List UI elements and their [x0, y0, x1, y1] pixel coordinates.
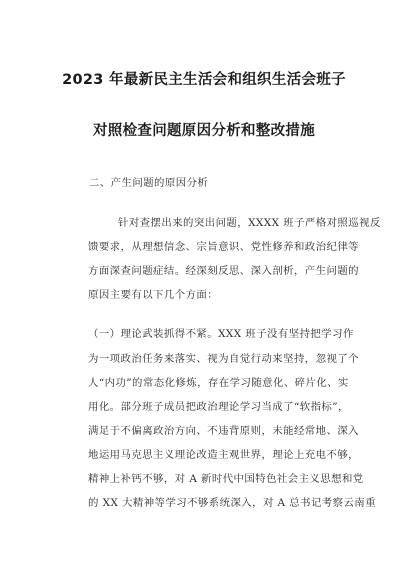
paragraph-2-line-2: 为一项政治任务来落实、视为自觉行动来坚持，忽视了个 [88, 353, 360, 365]
paragraph-2-line-8: 的 XX 大精神等学习不够系统深入，对 A 总书记考察云南重 [88, 497, 376, 509]
paragraph-2-line-5: 满足于不偏离政治方向、不违背原则，未能经常地、深入 [88, 425, 360, 437]
paragraph-2-line-6: 地运用马克思主义理论改造主观世界，理论上充电不够， [88, 449, 360, 461]
paragraph-2-line-7: 精神上补钙不够，对 A 新时代中国特色社会主义思想和党 [88, 473, 364, 485]
paragraph-2-line-3: 人“内功”的常态化修炼，存在学习随意化、碎片化、实 [88, 377, 349, 389]
paragraph-1-line-2: 馈要求，从理想信念、宗旨意识、党性修养和政治纪律等 [88, 241, 360, 253]
document-title-line-1: 2023 年最新民主生活会和组织生活会班子 [62, 72, 346, 88]
paragraph-2-line-4: 用化。部分班子成员把政治理论学习当成了“软指标”， [88, 401, 349, 413]
paragraph-1-line-1: 针对查摆出来的突出问题，XXXX 班子严格对照巡视反 [118, 217, 381, 229]
paragraph-1-line-3: 方面深查问题症结。经深刻反思、深入剖析，产生问题的 [88, 265, 360, 277]
paragraph-2-line-1: （一）理论武装抓得不紧。XXX 班子没有坚持把学习作 [88, 328, 354, 340]
section-heading-text: 二、产生问题的原因分析 [89, 177, 209, 189]
document-title-line-2: 对照检查问题原因分析和整改措施 [93, 123, 315, 139]
paragraph-1-line-4: 原因主要有以下几个方面： [88, 289, 219, 301]
